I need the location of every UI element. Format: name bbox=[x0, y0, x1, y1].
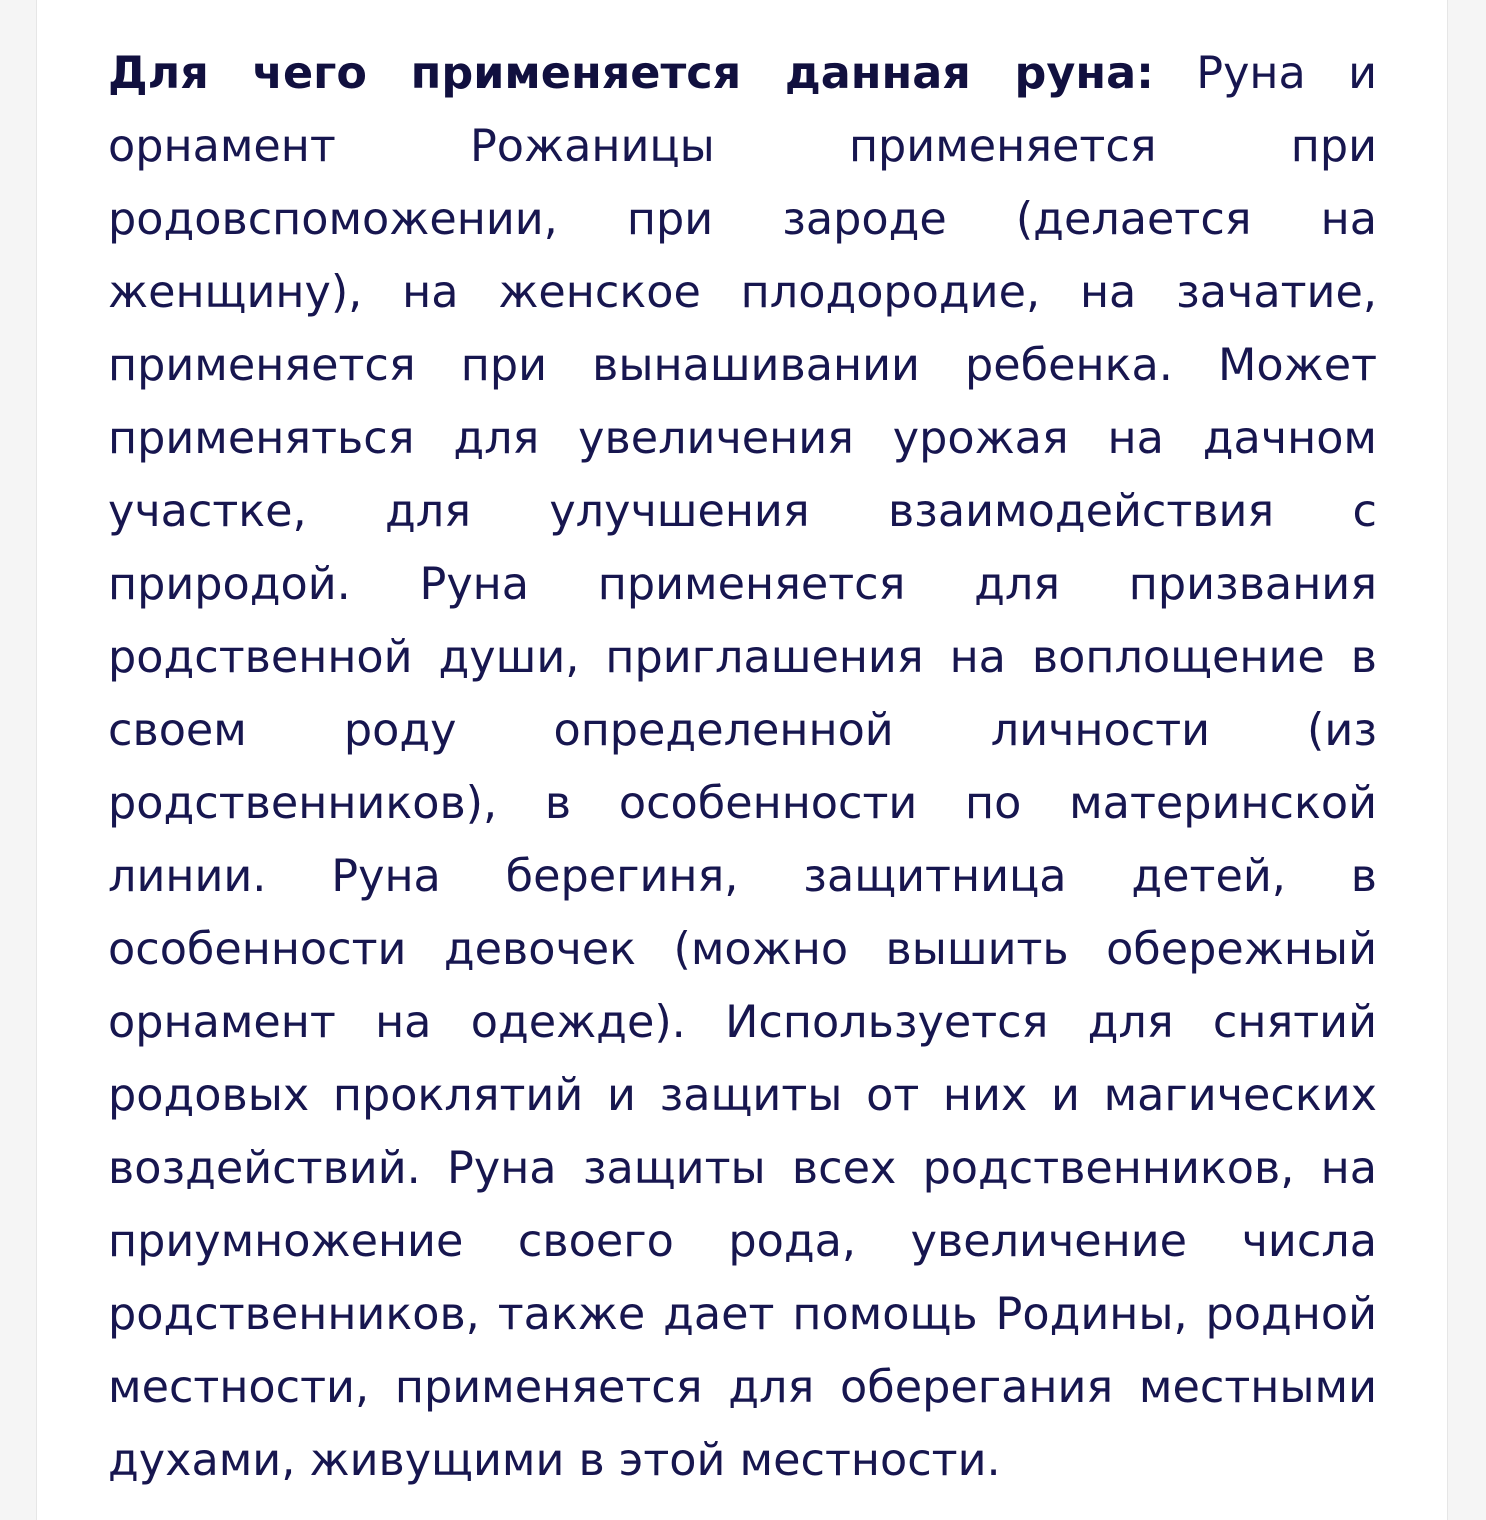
paragraph-body: Руна и орнамент Рожаницы применяется при родовспоможении, при зароде (делается на женщину), на женское плодородие, на зачатие, применяется при вынашивании ребенка. Может применяться для увеличения урожая на дачном участке, для улучшения взаимодействия с природой. Руна применяется для призвания родственной души, приглашения на воплощение в своем роду определенной личности (из родственников), в особенности по материнской линии. Руна берегиня, защитница детей, в особенности девочек (можно вышить обережный орнамент на одежде). Используется для снятий родовых проклятий и защиты от них и магических воздействий. Руна защиты всех родственников, на приумножение своего рода, увеличение числа родственников, также дает помощь Родины, родной местности, применяется для оберегания местными духами, живущими в этой местности. bbox=[108, 48, 1377, 1486]
article-paragraph bbox=[108, 37, 1377, 1497]
paragraph-lead: Для чего применяется данная руна: bbox=[108, 48, 1154, 99]
